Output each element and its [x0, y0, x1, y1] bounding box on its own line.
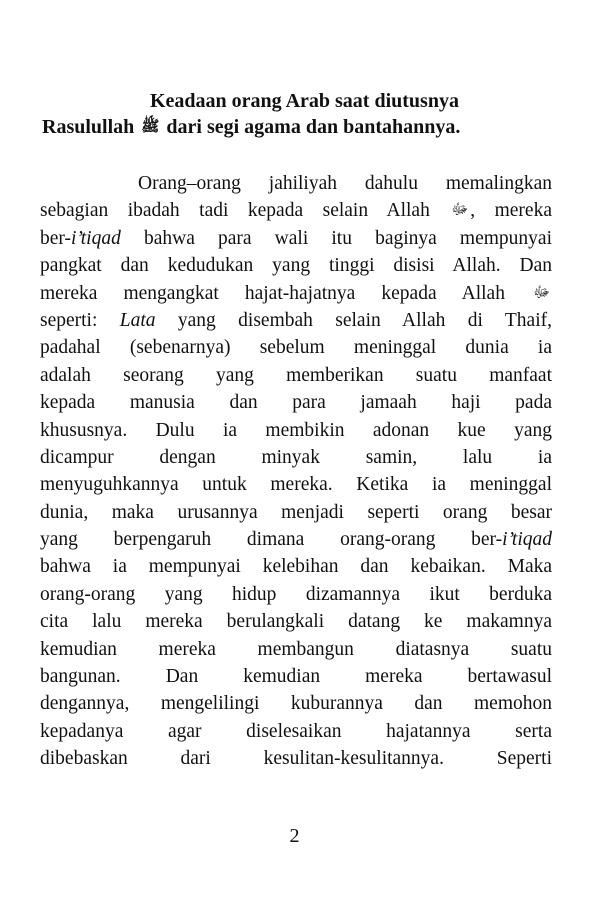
text-run: dicampur dengan minyak samin, lalu ia	[40, 446, 552, 468]
italic-term: i’tiqad	[71, 227, 121, 249]
text-run: khususnya. Dulu ia membikin adonan kue yang	[40, 419, 552, 441]
text-line	[40, 526, 552, 553]
text-run: kepada manusia dan para jamaah haji pada	[40, 392, 552, 414]
text-line	[40, 471, 552, 498]
text-run: kepadanya agar diselesaikan hajatannya serta	[40, 720, 552, 742]
page-number: 2	[289, 825, 300, 847]
text-run: bahwa para wali itu baginya mempunyai	[120, 227, 552, 249]
text-run: bangunan. Dan kemudian mereka bertawasul	[40, 666, 552, 688]
text-run: cita lalu mereka berulangkali datang ke makamnya	[40, 611, 552, 633]
text-run: , mereka	[470, 200, 552, 222]
text-run: menyuguhkannya untuk mereka. Ketika ia meninggal	[40, 474, 552, 496]
text-run: Orang–orang jahiliyah dahulu memalingkan	[138, 173, 552, 194]
text-line	[40, 252, 552, 279]
text-line	[40, 197, 552, 224]
text-line	[40, 417, 552, 444]
text-run: adalah seorang yang memberikan suatu manfaat	[40, 364, 552, 386]
text-run: kemudian mereka membangun diatasnya suatu	[40, 638, 552, 660]
italic-term: Lata	[119, 309, 156, 331]
text-line	[40, 389, 552, 416]
text-line	[40, 280, 552, 307]
text-run: mereka mengangkat hajat-hajatnya kepada Allah	[40, 282, 532, 304]
text-line	[40, 334, 552, 361]
italic-term: i’tiqad	[502, 529, 552, 551]
text-line	[40, 307, 552, 334]
text-line	[40, 690, 552, 717]
text-run: yang berpengaruh dimana orang-orang ber-	[40, 529, 503, 551]
text-run: pangkat dan kedudukan yang tinggi disisi Allah. Dan	[40, 255, 552, 277]
honorific-glyph-icon: ﷻ	[451, 202, 469, 219]
text-run: dengannya, mengelilingi kuburannya dan memohon	[40, 693, 552, 715]
text-run: orang-orang yang hidup dizamannya ikut berduka	[40, 583, 552, 605]
heading-text-2a: Rasulullah	[42, 116, 135, 138]
text-line	[40, 636, 552, 663]
honorific-glyph-icon: ﷻ	[533, 284, 550, 301]
text-line	[40, 608, 552, 635]
text-run: padahal (sebenarnya) sebelum meninggal dunia ia	[40, 337, 552, 359]
body-paragraph	[40, 170, 552, 773]
chapter-heading-line-1	[150, 88, 589, 114]
heading-text-2b: dari segi agama dan bantahannya.	[166, 116, 461, 138]
text-run: dibebaskan dari kesulitan-kesulitannya. Seperti	[40, 748, 552, 770]
text-line	[40, 553, 552, 580]
text-run: ber-	[40, 227, 72, 249]
text-line	[40, 225, 552, 252]
text-run: seperti:	[40, 309, 120, 331]
text-run: sebagian ibadah tadi kepada selain Allah	[40, 200, 450, 222]
honorific-glyph-icon: ﷺ	[141, 119, 160, 135]
text-line	[40, 581, 552, 608]
heading-text-1: Keadaan orang Arab saat diutusnya	[150, 90, 459, 112]
text-line	[40, 362, 552, 389]
chapter-heading-line-2	[42, 114, 562, 140]
text-line	[40, 745, 552, 772]
text-run: yang disembah selain Allah di Thaif,	[155, 309, 552, 331]
text-run: dunia, maka urusannya menjadi seperti orang besar	[40, 501, 552, 523]
text-line	[40, 718, 552, 745]
text-line	[40, 663, 552, 690]
text-run: bahwa ia mempunyai kelebihan dan kebaikan. Maka	[40, 556, 552, 578]
text-line	[40, 170, 552, 197]
text-line	[40, 444, 552, 471]
text-line	[40, 499, 552, 526]
